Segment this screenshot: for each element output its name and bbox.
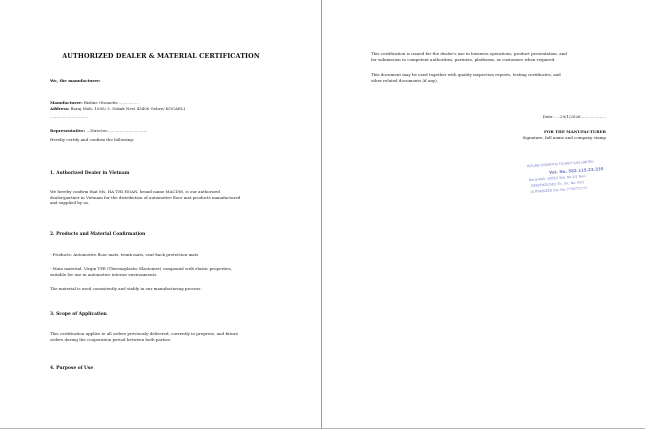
address-line: [50, 100, 185, 111]
section-2-note: The material is used consistently and stably in our manufacturing process.: [50, 286, 202, 291]
address-label: Address:: [50, 105, 70, 111]
representative-value: ...Director................................: [85, 127, 148, 133]
section-2-heading: 2. Products and Material Confirmation: [50, 232, 146, 237]
stamp-line: GEBZE/KOCAELI Tic. Sic. No: 43/1: [530, 180, 585, 188]
section-4-heading: 4. Purpose of Use: [50, 366, 94, 371]
representative-line: [50, 122, 147, 133]
section-1-heading: 1. Authorized Dealer in Vietnam: [50, 171, 130, 176]
manufacturer-label: Manufacturer:: [50, 99, 83, 105]
stamp-line: Baraj Mah. 1005/2 Sok. No:2/1 Nevi: [528, 174, 586, 182]
intro-text: We, the manufacturer:: [50, 78, 101, 83]
signature-note: Signature, full name and company stamp: [522, 135, 606, 140]
stamp-line: Vat. No. 582.115.23.335: [548, 166, 604, 175]
stamp-line: RIZLINE OTOMOTIV TICARET SAN.LIMITED: [526, 159, 594, 169]
section-2-material: - Main material: Virgin TPE (Thermoplastic Elastomer) compound with elastic properties, suitable for use in automotive interior environments.: [50, 266, 232, 277]
usage-paragraph: This certification is issued for the dealer's use in business operations, product presentation, and for submission to competent authorities, partners, platforms, or customers when required.: [371, 51, 567, 62]
signature-title: FOR THE MANUFACTURER: [544, 129, 606, 134]
signature-dotted-line: ..............................: [50, 114, 89, 119]
manufacturer-value: Rizline Otomotiv.................: [82, 99, 139, 105]
certify-text: Hereby certify and confirm the following:: [50, 137, 135, 142]
section-3-body: This certification applies to all orders previously delivered, currently in progress, and future orders during the cooperation period between both parties.: [50, 331, 238, 342]
stamp-line: AUTHORIZED V.D. No: 7730771773: [530, 186, 588, 194]
section-3-heading: 3. Scope of Application: [50, 312, 107, 317]
address-value: Baraj Mah. 1005/ 3. Sokak Nevi 43400 Gebze/ KOCAELI: [69, 105, 186, 111]
document-title: AUTHORIZED DEALER & MATERIAL CERTIFICATION: [62, 52, 260, 60]
document-page-1: [0, 0, 322, 428]
section-2-products: - Products: Automotive floor mats, trunk mats, seat-back protection mats: [50, 252, 199, 257]
date-line: Date: ....29/1/2026....................: [542, 114, 606, 119]
section-1-body: We hereby confirm that Ms. HA THI HOAN, brand name MACDM, is our authorized dealer/partner in Vietnam for the distribution of automotive floor mat products manufactured and supplied by us.: [50, 189, 241, 206]
viewer-bottom-rule: [0, 428, 645, 429]
representative-label: Representative:: [50, 127, 86, 133]
document-page-2: [323, 0, 645, 428]
company-stamp: [526, 159, 605, 204]
supporting-docs-paragraph: This document may be used together with quality inspection reports, testing certificates, and other related documents (if any).: [371, 72, 561, 83]
